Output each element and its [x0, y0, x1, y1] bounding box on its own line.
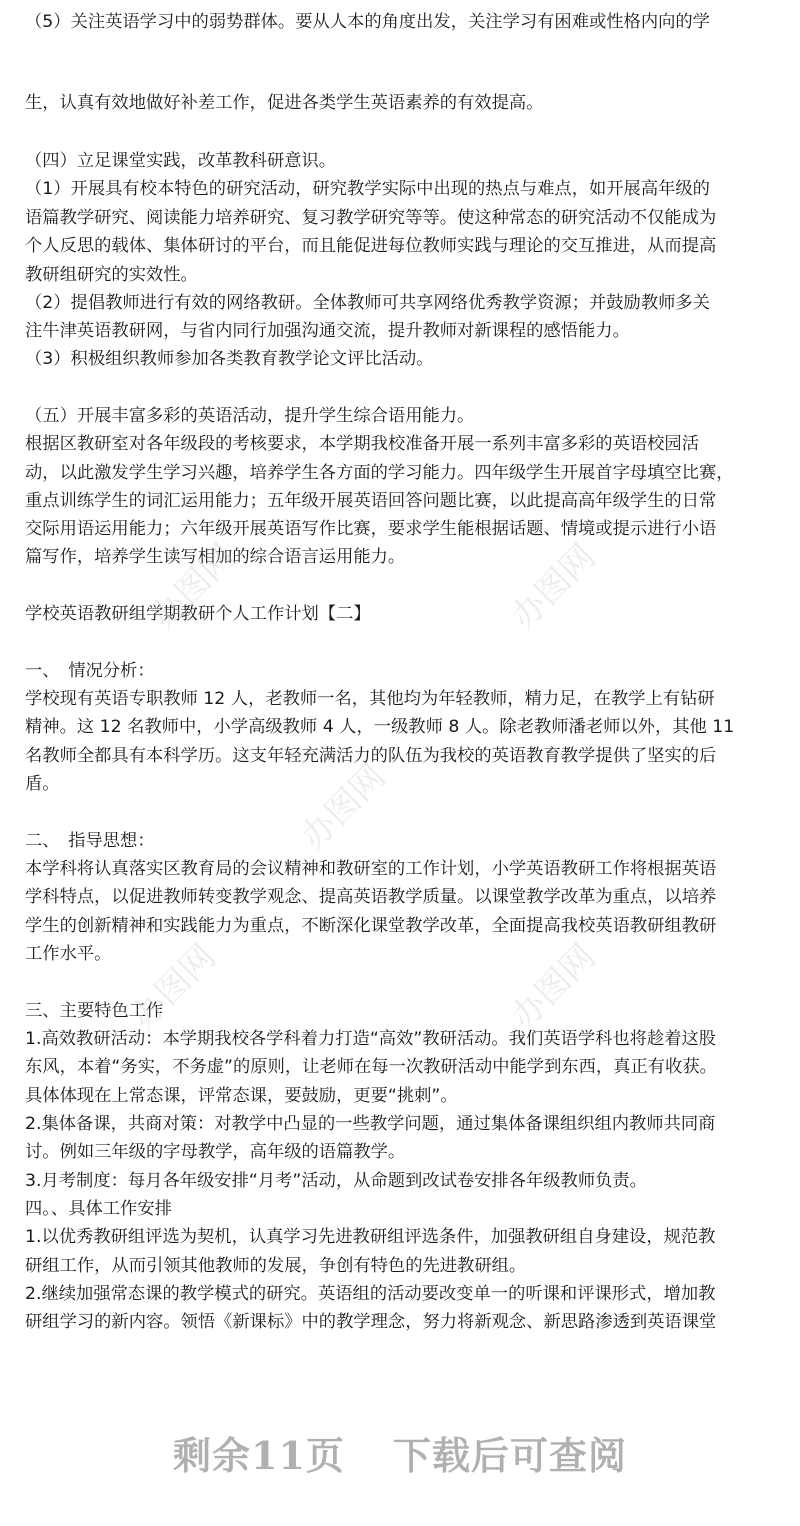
- section-heading: （四）立足课堂实践，改革教科研意识。: [25, 151, 337, 171]
- watermark: 办图网: [503, 936, 604, 1038]
- paragraph-line: 注牛津英语教研网，与省内同行加强沟通交流，提升教师对新课程的感悟能力。: [25, 321, 630, 341]
- watermark: 办图网: [123, 936, 224, 1038]
- paragraph-line: 讨。例如三年级的字母教学，高年级的语篇教学。: [25, 1142, 406, 1162]
- paragraph-line: 2.集体备课，共商对策：对教学中凸显的一些教学问题，通过集体备课组织组内教师共同商: [25, 1114, 716, 1134]
- paragraph-line: 篇写作，培养学生读写相加的综合语言运用能力。: [25, 547, 406, 567]
- paragraph-line: （1）开展具有校本特色的研究活动，研究教学实际中出现的热点与难点，如开展高年级的: [25, 179, 710, 199]
- truncated-top-line: [25, 0, 777, 2]
- section-heading: 四。、具体工作安排: [25, 1199, 172, 1219]
- watermark: 办图网: [143, 536, 244, 638]
- paragraph-line: （5）关注英语学习中的弱势群体。要从人本的角度出发，关注学习有困难或性格内向的学: [25, 12, 710, 32]
- section-heading: （五）开展丰富多彩的英语活动，提升学生综合语用能力。: [25, 406, 475, 426]
- document-subtitle: 学校英语教研组学期教研个人工作计划【二】: [25, 604, 371, 624]
- remaining-pages-label: 剩余11页: [173, 1433, 345, 1478]
- paragraph-line: 2.继续加强常态课的教学模式的研究。英语组的活动要改变单一的听课和评课形式，增加教: [25, 1284, 716, 1304]
- section-heading: 二、 指导思想：: [25, 831, 155, 851]
- section-heading: 一、 情况分析：: [25, 661, 155, 681]
- paragraph-line: 名教师全都具有本科学历。这支年轻充满活力的队伍为我校的英语教育教学提供了坚实的后: [25, 746, 717, 766]
- paragraph-line: 学生的创新精神和实践能力为重点，不断深化课堂教学改革，全面提高我校英语教研组教研: [25, 916, 717, 936]
- top-fragment-text: [25, 0, 777, 1]
- download-label: 下载后可查阅: [392, 1433, 627, 1478]
- download-prompt[interactable]: [0, 1425, 800, 1480]
- paragraph-line: 交际用语运用能力；六年级开展英语写作比赛，要求学生能根据话题、情境或提示进行小语: [25, 519, 717, 539]
- paragraph-line: （2）提倡教师进行有效的网络教研。全体教师可共享网络优秀教学资源；并鼓励教师多关: [25, 293, 710, 313]
- paragraph-line: 研组学习的新内容。领悟《新课标》中的教学理念，努力将新观念、新思路渗透到英语课堂: [25, 1312, 717, 1332]
- paragraph-line: 学科特点，以促进教师转变教学观念、提高英语教学质量。以课堂教学改革为重点，以培养: [25, 887, 717, 907]
- paragraph-line: 精神。这 12 名教师中，小学高级教师 4 人，一级教师 8 人。除老教师潘老师以外，其他 11: [25, 717, 735, 737]
- paragraph-line: 重点训练学生的词汇运用能力；五年级开展英语回答问题比赛，以此提高高年级学生的日常: [25, 491, 717, 511]
- section-heading: 三、主要特色工作: [25, 1001, 164, 1021]
- paragraph-line: 学校现有英语专职教师 12 人，老教师一名，其他均为年轻教师，精力足，在教学上有钻研: [25, 689, 715, 709]
- paragraph-line: 3.月考制度：每月各年级安排“月考”活动，从命题到改试卷安排各年级教师负责。: [25, 1171, 647, 1191]
- paragraph-line: 个人反思的载体、集体研讨的平台，而且能促进每位教师实践与理论的交互推进，从而提高: [25, 236, 717, 256]
- paragraph-line: 东风，本着“务实，不务虚”的原则，让老师在每一次教研活动中能学到东西，真正有收获。: [25, 1057, 717, 1077]
- paragraph-line: 1.以优秀教研组评选为契机，认真学习先进教研组评选条件，加强教研组自身建设，规范教: [25, 1227, 716, 1247]
- paragraph-line: 根据区教研室对各年级段的考核要求，本学期我校准备开展一系列丰富多彩的英语校园活: [25, 434, 699, 454]
- paragraph-line: 语篇教学研究、阅读能力培养研究、复习教学研究等等。使这种常态的研究活动不仅能成为: [25, 208, 717, 228]
- paragraph-line: 工作水平。: [25, 944, 112, 964]
- paragraph-line: （3）积极组织教师参加各类教育教学论文评比活动。: [25, 349, 434, 369]
- paragraph-line: 盾。: [25, 774, 60, 794]
- paragraph-line: 本学科将认真落实区教育局的会议精神和教研室的工作计划，小学英语教研工作将根据英语: [25, 859, 717, 879]
- watermark: 办图网: [293, 756, 394, 858]
- paragraph-line: 生，认真有效地做好补差工作，促进各类学生英语素养的有效提高。: [25, 93, 544, 113]
- paragraph-line: 教研组研究的实效性。: [25, 265, 198, 285]
- paragraph-line: 具体体现在上常态课，评常态课，要鼓励，更要“挑刺”。: [25, 1086, 458, 1106]
- paragraph-line: 研组工作，从而引领其他教师的发展，争创有特色的先进教研组。: [25, 1256, 527, 1276]
- paragraph-line: 1.高效教研活动：本学期我校各学科着力打造“高效”教研活动。我们英语学科也将趁着这股: [25, 1029, 717, 1049]
- watermark: 办图网: [503, 536, 604, 638]
- paragraph-line: 动，以此激发学生学习兴趣，培养学生各方面的学习能力。四年级学生开展首字母填空比赛，: [25, 463, 734, 483]
